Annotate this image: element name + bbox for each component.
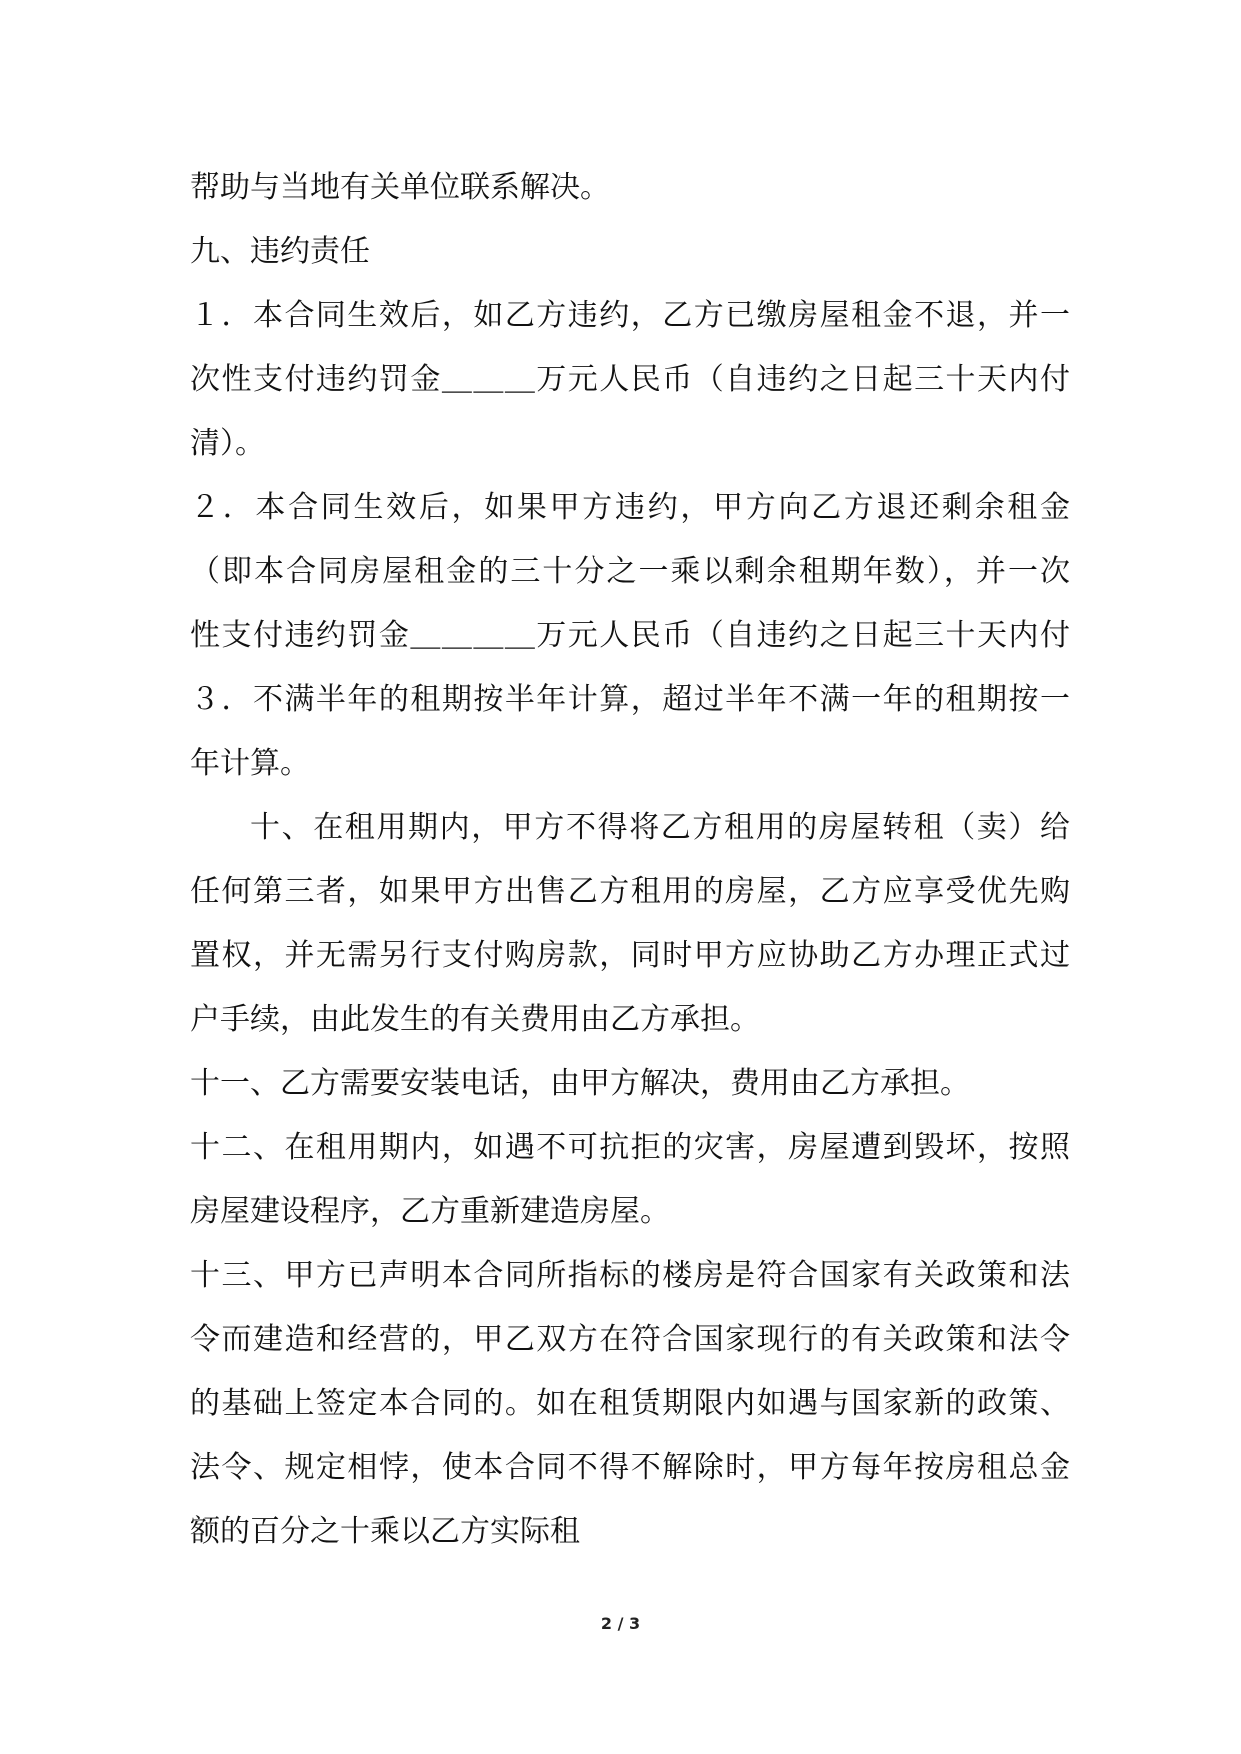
text-line: 年计算。 [190,746,310,781]
text-line: 十、在租用期内，甲方不得将乙方租用的房屋转租（卖）给 [250,810,1070,845]
text-line: 十三、甲方已声明本合同所指标的楼房是符合国家有关政策和法 [190,1258,1070,1293]
text-line: 置权，并无需另行支付购房款，同时甲方应协助乙方办理正式过 [190,938,1070,973]
text-line: 帮助与当地有关单位联系解决。 [190,170,610,205]
text-line: 户手续，由此发生的有关费用由乙方承担。 [190,1002,760,1037]
text-line: １．本合同生效后，如乙方违约，乙方已缴房屋租金不退，并一 [190,298,1070,333]
document-body [190,156,1070,1564]
text-line: 十一、乙方需要安装电话，由甲方解决，费用由乙方承担。 [190,1066,970,1101]
text-line: 房屋建设程序，乙方重新建造房屋。 [190,1194,670,1229]
text-line: ３．不满半年的租期按半年计算，超过半年不满一年的租期按一 [190,682,1070,717]
text-line: 额的百分之十乘以乙方实际租 [190,1514,580,1549]
text-line: ２．本合同生效后，如果甲方违约，甲方向乙方退还剩余租金 [190,490,1070,525]
text-line: 清）。 [190,426,265,461]
page-number: 2 / 3 [600,1614,641,1633]
text-line: 次性支付违约罚金＿＿＿万元人民币（自违约之日起三十天内付 [190,362,1070,397]
section-heading: 九、违约责任 [190,234,370,269]
text-line: 性支付违约罚金＿＿＿＿万元人民币（自违约之日起三十天内付 [190,618,1070,653]
text-line: 十二、在租用期内，如遇不可抗拒的灾害，房屋遭到毁坏，按照 [190,1130,1070,1165]
text-line: 任何第三者，如果甲方出售乙方租用的房屋，乙方应享受优先购 [190,874,1070,909]
text-line: 法令、规定相悖，使本合同不得不解除时，甲方每年按房租总金 [190,1450,1070,1485]
text-line: （即本合同房屋租金的三十分之一乘以剩余租期年数），并一次 [190,554,1070,589]
text-line: 的基础上签定本合同的。如在租赁期限内如遇与国家新的政策、 [190,1386,1070,1421]
text-line: 令而建造和经营的，甲乙双方在符合国家现行的有关政策和法令 [190,1322,1070,1357]
